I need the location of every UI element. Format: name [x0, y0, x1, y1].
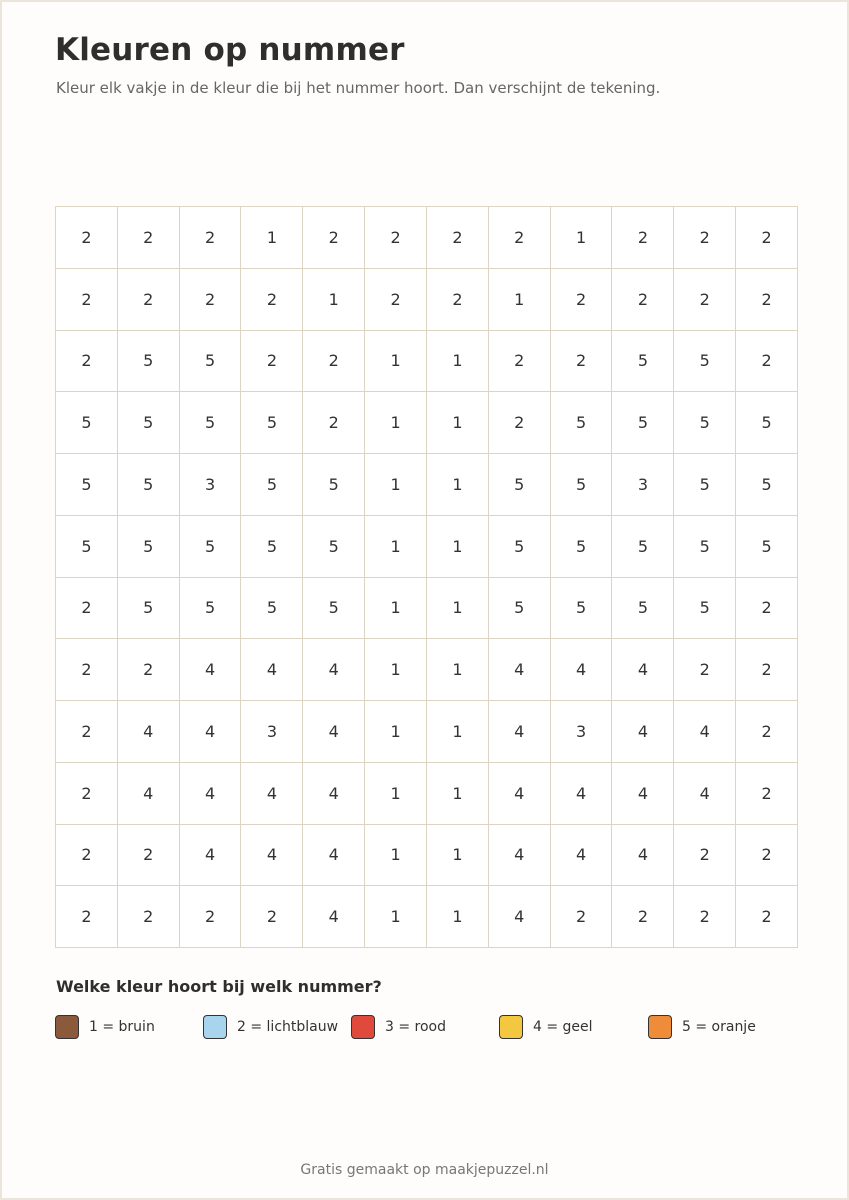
grid-cell[interactable]: 2	[56, 207, 118, 269]
grid-cell[interactable]: 2	[489, 331, 551, 393]
grid-cell[interactable]: 1	[489, 269, 551, 331]
legend-item	[203, 1015, 338, 1039]
grid-cell[interactable]: 5	[674, 516, 736, 578]
legend-item	[351, 1015, 446, 1039]
grid-cell[interactable]: 2	[56, 639, 118, 701]
grid-cell[interactable]: 2	[118, 825, 180, 887]
color-swatch	[351, 1015, 375, 1039]
grid-cell[interactable]: 5	[674, 578, 736, 640]
grid-cell[interactable]: 5	[551, 578, 613, 640]
grid-cell[interactable]: 1	[365, 763, 427, 825]
grid-cell[interactable]: 2	[56, 763, 118, 825]
grid-cell[interactable]: 3	[241, 701, 303, 763]
grid-cell[interactable]: 4	[612, 639, 674, 701]
grid-cell[interactable]: 2	[118, 886, 180, 948]
page-title: Kleuren op nummer	[55, 32, 405, 68]
grid-cell[interactable]: 5	[241, 578, 303, 640]
grid-cell[interactable]: 4	[551, 639, 613, 701]
grid-cell[interactable]: 4	[489, 825, 551, 887]
grid-cell[interactable]: 5	[180, 516, 242, 578]
grid-cell[interactable]: 5	[180, 392, 242, 454]
grid-cell[interactable]: 5	[674, 454, 736, 516]
grid-cell[interactable]: 2	[736, 763, 798, 825]
color-swatch	[499, 1015, 523, 1039]
grid-cell[interactable]: 5	[674, 392, 736, 454]
grid-cell[interactable]: 5	[56, 454, 118, 516]
grid-cell[interactable]: 2	[489, 207, 551, 269]
grid-cell[interactable]: 2	[674, 269, 736, 331]
grid-cell[interactable]: 5	[56, 516, 118, 578]
grid-cell[interactable]: 2	[736, 825, 798, 887]
grid-cell[interactable]: 5	[241, 392, 303, 454]
color-swatch	[55, 1015, 79, 1039]
grid-cell[interactable]: 4	[180, 639, 242, 701]
grid-cell[interactable]: 5	[551, 392, 613, 454]
legend-item	[499, 1015, 593, 1039]
grid-cell[interactable]: 5	[303, 454, 365, 516]
grid-cell[interactable]: 4	[612, 701, 674, 763]
grid-cell[interactable]: 1	[427, 701, 489, 763]
grid-cell[interactable]: 1	[427, 392, 489, 454]
grid-cell[interactable]: 2	[118, 207, 180, 269]
grid-cell[interactable]: 4	[303, 886, 365, 948]
grid-cell[interactable]: 2	[674, 207, 736, 269]
grid-cell[interactable]: 5	[118, 392, 180, 454]
grid-cell[interactable]: 2	[612, 269, 674, 331]
grid-cell[interactable]: 5	[551, 516, 613, 578]
grid-cell[interactable]: 2	[303, 207, 365, 269]
grid-cell[interactable]: 1	[365, 825, 427, 887]
grid-cell[interactable]: 5	[118, 578, 180, 640]
grid-cell[interactable]: 4	[674, 701, 736, 763]
grid-cell[interactable]: 2	[241, 269, 303, 331]
grid-cell[interactable]: 1	[427, 454, 489, 516]
legend-label: 2 = lichtblauw	[237, 1019, 339, 1035]
grid-cell[interactable]: 4	[303, 763, 365, 825]
grid-cell[interactable]: 2	[56, 269, 118, 331]
grid-cell[interactable]: 4	[241, 639, 303, 701]
grid-cell[interactable]: 5	[56, 392, 118, 454]
grid-cell[interactable]: 5	[303, 516, 365, 578]
grid-cell[interactable]: 5	[736, 392, 798, 454]
grid-cell[interactable]: 5	[551, 454, 613, 516]
grid-cell[interactable]: 5	[612, 331, 674, 393]
grid-cell[interactable]: 1	[365, 331, 427, 393]
grid-cell[interactable]: 1	[365, 454, 427, 516]
grid-cell[interactable]: 1	[427, 763, 489, 825]
grid-cell[interactable]: 4	[303, 701, 365, 763]
grid-cell[interactable]: 2	[241, 886, 303, 948]
grid-cell[interactable]: 5	[612, 578, 674, 640]
grid-cell[interactable]: 1	[551, 207, 613, 269]
grid-cell[interactable]: 2	[303, 392, 365, 454]
grid-cell[interactable]: 1	[427, 825, 489, 887]
grid-cell[interactable]: 5	[180, 331, 242, 393]
grid-cell[interactable]: 5	[118, 516, 180, 578]
grid-cell[interactable]: 4	[118, 701, 180, 763]
grid-cell[interactable]: 3	[551, 701, 613, 763]
grid-cell[interactable]: 4	[551, 825, 613, 887]
grid-cell[interactable]: 2	[736, 331, 798, 393]
grid-cell[interactable]: 5	[674, 331, 736, 393]
grid-cell[interactable]: 2	[365, 269, 427, 331]
grid-cell[interactable]: 2	[180, 207, 242, 269]
grid-cell[interactable]: 2	[118, 269, 180, 331]
grid-cell[interactable]: 4	[180, 825, 242, 887]
grid-cell[interactable]: 2	[736, 701, 798, 763]
grid-cell[interactable]: 2	[612, 886, 674, 948]
grid-cell[interactable]: 4	[551, 763, 613, 825]
grid-cell[interactable]: 5	[736, 454, 798, 516]
legend-item	[55, 1015, 155, 1039]
grid-cell[interactable]: 5	[241, 516, 303, 578]
grid-cell[interactable]: 2	[551, 331, 613, 393]
grid-cell[interactable]: 4	[180, 701, 242, 763]
grid-cell[interactable]: 2	[56, 331, 118, 393]
grid-cell[interactable]: 2	[56, 701, 118, 763]
grid-cell[interactable]: 1	[427, 516, 489, 578]
grid-cell[interactable]: 2	[736, 886, 798, 948]
grid-cell[interactable]: 3	[180, 454, 242, 516]
grid-cell[interactable]: 2	[56, 578, 118, 640]
grid-cell[interactable]: 1	[365, 578, 427, 640]
grid-cell[interactable]: 2	[551, 886, 613, 948]
grid-cell[interactable]: 2	[674, 886, 736, 948]
color-legend	[55, 1015, 815, 1043]
grid-cell[interactable]: 1	[365, 516, 427, 578]
grid-cell[interactable]: 1	[427, 578, 489, 640]
grid-cell[interactable]: 4	[674, 763, 736, 825]
grid-cell[interactable]: 1	[365, 639, 427, 701]
grid-cell[interactable]: 5	[303, 578, 365, 640]
grid-cell[interactable]: 1	[365, 886, 427, 948]
grid-cell[interactable]: 2	[118, 639, 180, 701]
grid-cell[interactable]: 4	[612, 825, 674, 887]
grid-cell[interactable]: 4	[489, 701, 551, 763]
legend-label: 4 = geel	[533, 1019, 593, 1035]
grid-cell[interactable]: 4	[180, 763, 242, 825]
grid-cell[interactable]: 2	[427, 269, 489, 331]
grid-cell[interactable]: 5	[736, 516, 798, 578]
color-swatch	[203, 1015, 227, 1039]
legend-label: 3 = rood	[385, 1019, 447, 1035]
grid-cell[interactable]: 5	[118, 454, 180, 516]
grid-cell[interactable]: 2	[365, 207, 427, 269]
grid-cell[interactable]: 2	[674, 825, 736, 887]
color-swatch	[648, 1015, 672, 1039]
grid-cell[interactable]: 4	[303, 639, 365, 701]
grid-cell[interactable]: 2	[56, 886, 118, 948]
legend-item	[648, 1015, 756, 1039]
grid-cell[interactable]: 3	[612, 454, 674, 516]
grid-cell[interactable]: 2	[612, 207, 674, 269]
grid-cell[interactable]: 2	[427, 207, 489, 269]
grid-cell[interactable]: 1	[427, 886, 489, 948]
grid-cell[interactable]: 4	[489, 763, 551, 825]
color-by-number-grid	[55, 206, 798, 948]
grid-cell[interactable]: 4	[241, 763, 303, 825]
legend-label: 1 = bruin	[89, 1019, 155, 1035]
grid-cell[interactable]: 5	[118, 331, 180, 393]
grid-cell[interactable]: 2	[736, 269, 798, 331]
grid-cell[interactable]: 4	[241, 825, 303, 887]
grid-cell[interactable]: 2	[180, 269, 242, 331]
grid-cell[interactable]: 2	[674, 639, 736, 701]
grid-cell[interactable]: 2	[489, 392, 551, 454]
grid-cell[interactable]: 2	[736, 207, 798, 269]
grid-cell[interactable]: 5	[241, 454, 303, 516]
grid-cell[interactable]: 1	[365, 701, 427, 763]
grid-cell[interactable]: 1	[241, 207, 303, 269]
grid-cell[interactable]: 1	[365, 392, 427, 454]
grid-cell[interactable]: 5	[180, 578, 242, 640]
grid-cell[interactable]: 5	[612, 392, 674, 454]
grid-cell[interactable]: 2	[56, 825, 118, 887]
grid-cell[interactable]: 5	[489, 454, 551, 516]
legend-title: Welke kleur hoort bij welk nummer?	[56, 977, 382, 996]
footer-credit: Gratis gemaakt op maakjepuzzel.nl	[300, 1162, 549, 1178]
grid-cell[interactable]: 5	[489, 516, 551, 578]
grid-cell[interactable]: 1	[427, 639, 489, 701]
grid-cell[interactable]: 4	[303, 825, 365, 887]
grid-cell[interactable]: 2	[180, 886, 242, 948]
grid-cell[interactable]: 5	[612, 516, 674, 578]
grid-cell[interactable]: 5	[489, 578, 551, 640]
grid-cell[interactable]: 2	[736, 639, 798, 701]
grid-cell[interactable]: 4	[612, 763, 674, 825]
grid-cell[interactable]: 2	[736, 578, 798, 640]
legend-label: 5 = oranje	[682, 1019, 756, 1035]
instructions: Kleur elk vakje in de kleur die bij het nummer hoort. Dan verschijnt de tekening.	[56, 79, 661, 97]
grid-cell[interactable]: 2	[303, 331, 365, 393]
grid-cell[interactable]: 1	[427, 331, 489, 393]
grid-cell[interactable]: 4	[118, 763, 180, 825]
grid-cell[interactable]: 1	[303, 269, 365, 331]
grid-cell[interactable]: 2	[551, 269, 613, 331]
grid-cell[interactable]: 4	[489, 886, 551, 948]
grid-cell[interactable]: 4	[489, 639, 551, 701]
grid-cell[interactable]: 2	[241, 331, 303, 393]
